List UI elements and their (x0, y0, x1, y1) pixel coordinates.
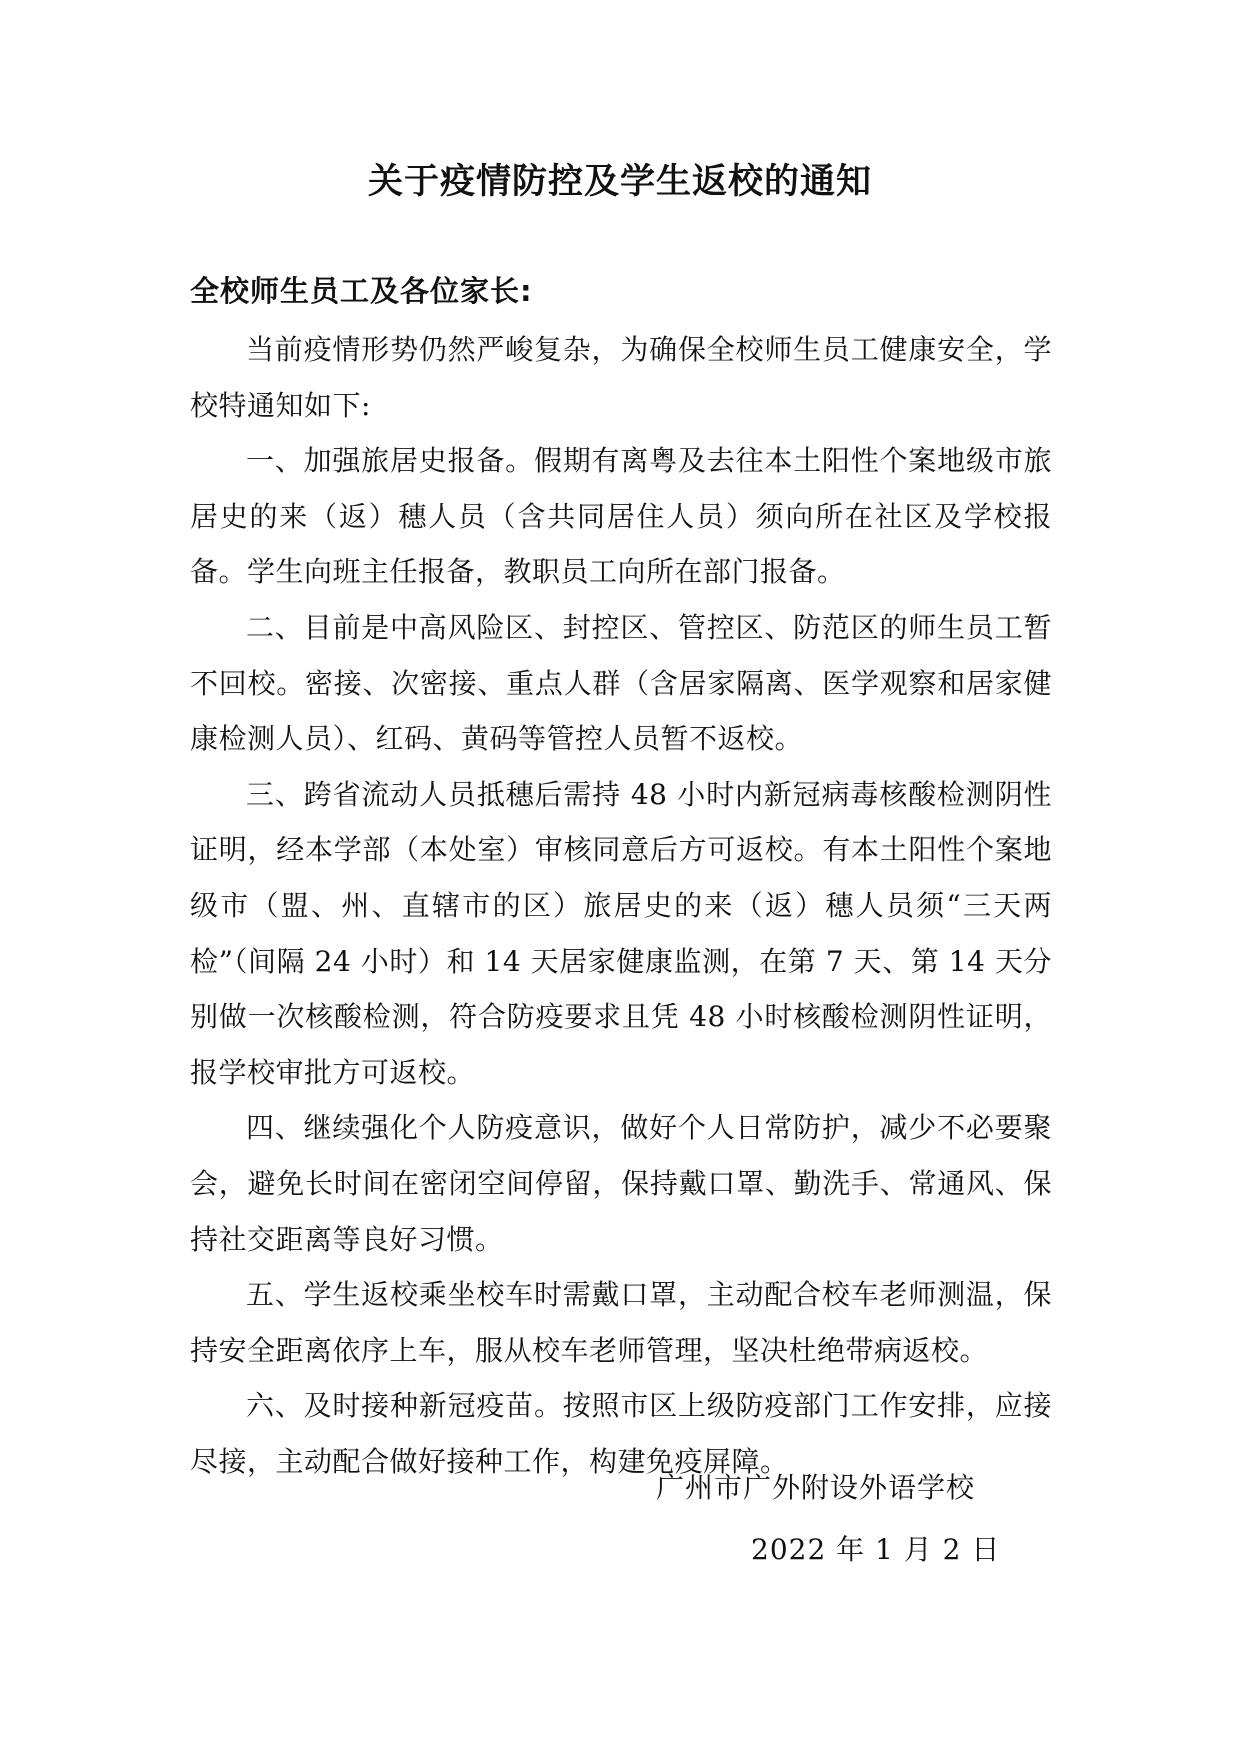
paragraph-item-4: 四、继续强化个人防疫意识，做好个人日常防护，减少不必要聚会，避免长时间在密闭空间停留，保持戴口罩、勤洗手、常通风、保持社交距离等良好习惯。 (190, 1111, 1052, 1256)
paragraph-item-2: 二、目前是中高风险区、封控区、管控区、防范区的师生员工暂不回校。密接、次密接、重点人群（含居家隔离、医学观察和居家健康检测人员）、红码、黄码等管控人员暂不返校。 (190, 610, 1052, 756)
paragraph-item-1: 一、加强旅居史报备。假期有离粤及去往本土阳性个案地级市旅居史的来（返）穗人员（含共同居住人员）须向所在社区及学校报备。学生向班主任报备，教职员工向所在部门报备。 (190, 444, 1052, 589)
document-body (190, 322, 1052, 1489)
signature-organization: 广州市广外附设外语学校 (656, 1471, 976, 1504)
paragraph-item-6: 六、及时接种新冠疫苗。按照市区上级防疫部门工作安排，应接尽接，主动配合做好接种工作，构建免疫屏障。 (190, 1389, 1052, 1478)
paragraph-item-5: 五、学生返校乘坐校车时需戴口罩，主动配合校车老师测温，保持安全距离依序上车，服从校车老师管理，坚决杜绝带病返校。 (190, 1278, 1052, 1367)
signature-date: 2022 年 1 月 2 日 (751, 1533, 1001, 1566)
document-title: 关于疫情防控及学生返校的通知 (367, 162, 872, 202)
paragraph-intro: 当前疫情形势仍然严峻复杂，为确保全校师生员工健康安全，学校特通知如下: (190, 333, 1052, 422)
paragraph-item-3: 三、跨省流动人员抵穗后需持 48 小时内新冠病毒核酸检测阴性证明，经本学部（本处室）审核同意后方可返校。有本土阳性个案地级市（盟、州、直辖市的区）旅居史的来（返）穗人员须“三天两检”（间隔 24 小时）和 14 天居家健康监测，在第 7 天、第 14 天分别做一次核酸检测，符合防疫要求且凭 48 小时核酸检测阴性证明，报学校审批方可返校。 (190, 777, 1052, 1089)
salutation: 全校师生员工及各位家长: (190, 274, 533, 308)
